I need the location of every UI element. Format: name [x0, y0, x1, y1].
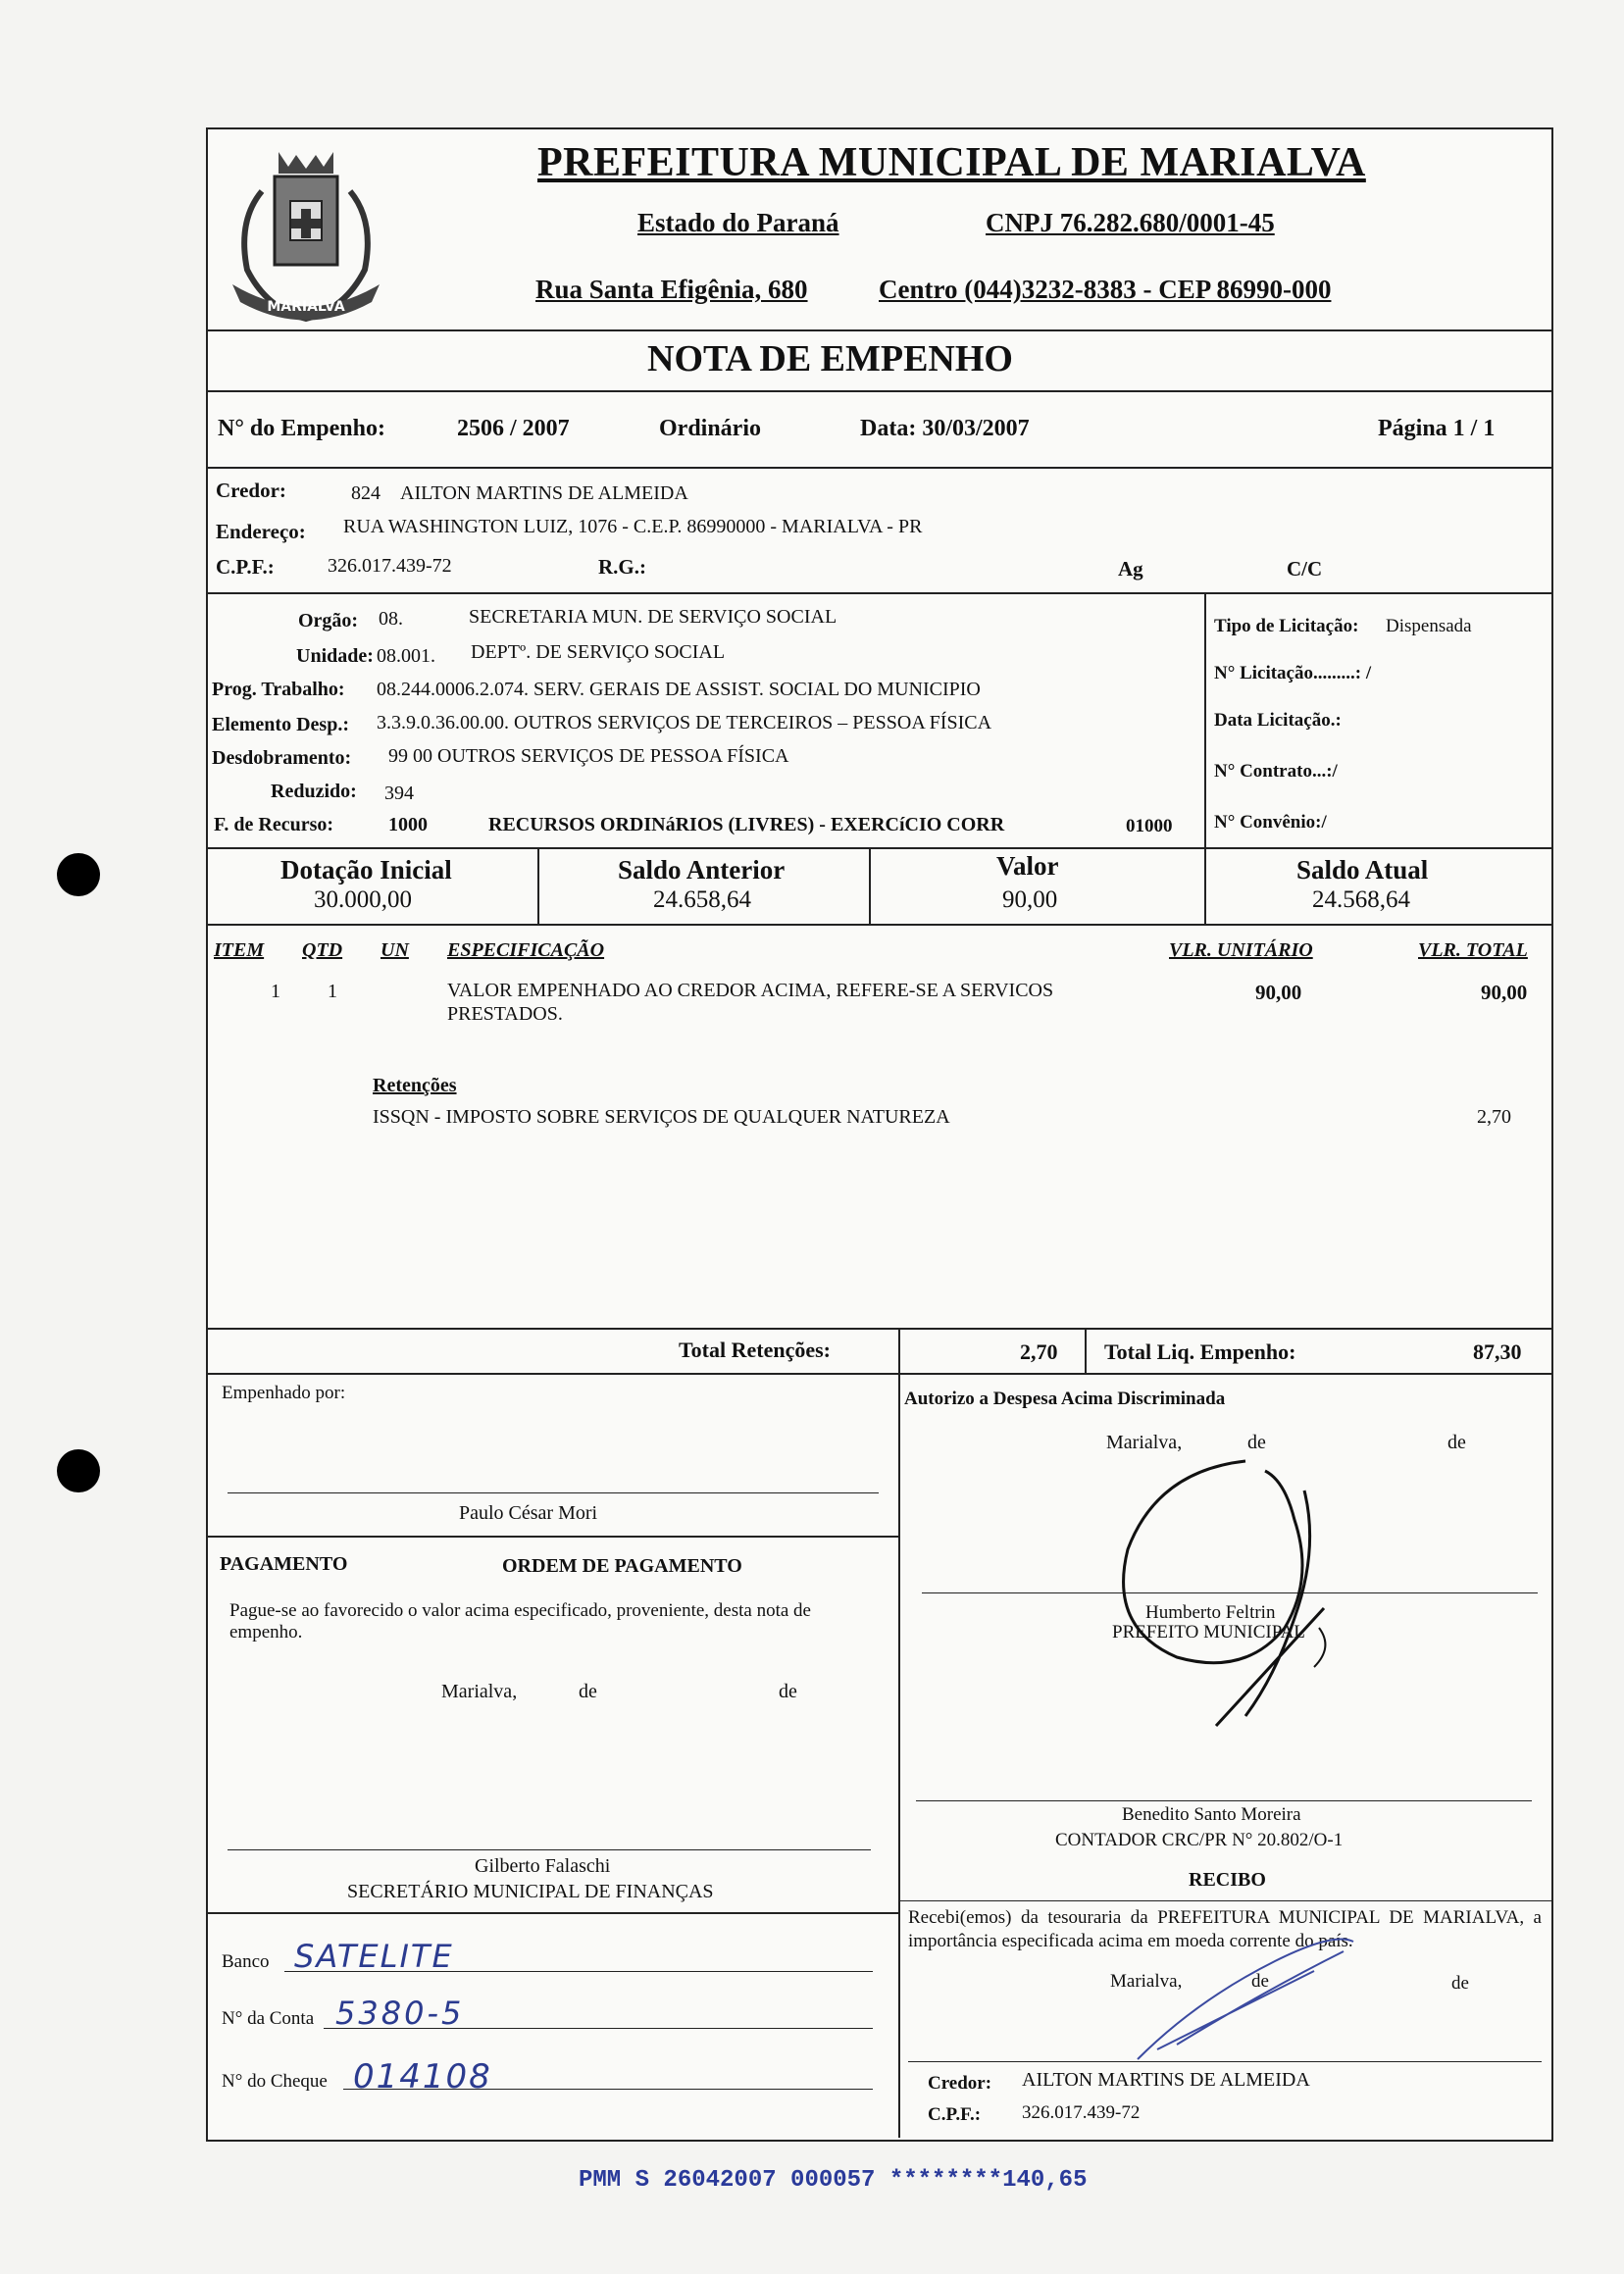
recibo-credor-label: Credor:	[928, 2073, 992, 2094]
state-name: Estado do Paraná	[637, 208, 839, 237]
conta-label: N° da Conta	[222, 2008, 315, 2029]
prog-label: Prog. Trabalho:	[212, 679, 345, 700]
recibo-credor-name: AILTON MARTINS DE ALMEIDA	[1022, 2069, 1310, 2091]
valor-label: Valor	[996, 851, 1059, 881]
credor-address: RUA WASHINGTON LUIZ, 1076 - C.E.P. 86990000 - MARIALVA - PR	[343, 516, 923, 537]
reduzido-label: Reduzido:	[271, 781, 357, 802]
address-label: Endereço:	[216, 520, 306, 543]
total-retencoes-value: 2,70	[1020, 1339, 1058, 1364]
cnpj: CNPJ 76.282.680/0001-45	[986, 208, 1275, 237]
recurso-number: 01000	[1126, 816, 1173, 836]
punch-hole	[57, 853, 100, 896]
page-number: Página 1 / 1	[1378, 416, 1496, 441]
recurso-code: 1000	[388, 814, 428, 835]
recibo-signature-icon	[1118, 1922, 1373, 2069]
col-spec: ESPECIFICAÇÃO	[447, 939, 605, 961]
empenho-type: Ordinário	[659, 416, 762, 441]
pagamento-de-1: de	[579, 1681, 597, 1702]
cheque-value: 014108	[353, 2057, 492, 2097]
total-liquido-label: Total Liq. Empenho:	[1104, 1339, 1296, 1364]
autorizo-place: Marialva,	[1106, 1432, 1183, 1453]
desdobramento-value: 99 00 OUTROS SERVIÇOS DE PESSOA FÍSICA	[388, 745, 789, 767]
unidade-name: DEPTº. DE SERVIÇO SOCIAL	[471, 641, 726, 663]
banco-value: SATELITE	[294, 1938, 454, 1975]
item-qtd: 1	[328, 981, 337, 1002]
item-unit-value: 90,00	[1255, 981, 1302, 1004]
item-total-value: 90,00	[1481, 981, 1528, 1004]
recibo-cpf-label: C.P.F.:	[928, 2104, 982, 2125]
ag-label: Ag	[1118, 557, 1143, 581]
rg-label: R.G.:	[598, 555, 646, 579]
prefeito-name: Humberto Feltrin	[1145, 1602, 1276, 1623]
crest-ribbon-text: MARIALVA	[267, 299, 345, 315]
orgao-label: Orgão:	[298, 610, 359, 632]
pagamento-de-2: de	[779, 1681, 797, 1702]
item-spec: VALOR EMPENHADO AO CREDOR ACIMA, REFERE-SE A SERVICOS PRESTADOS.	[447, 980, 1054, 1025]
empenho-number: 2506 / 2007	[457, 416, 570, 441]
document-title: NOTA DE EMPENHO	[647, 338, 1013, 379]
pagamento-place: Marialva,	[441, 1681, 518, 1702]
desdobramento-label: Desdobramento:	[212, 747, 352, 769]
col-total-value: VLR. TOTAL	[1418, 939, 1528, 961]
elemento-label: Elemento Desp.:	[212, 714, 349, 735]
cheque-label: N° do Cheque	[222, 2071, 328, 2092]
retencoes-desc: ISSQN - IMPOSTO SOBRE SERVIÇOS DE QUALQUER NATUREZA	[373, 1106, 950, 1128]
orgao-name: SECRETARIA MUN. DE SERVIÇO SOCIAL	[469, 606, 837, 628]
dotacao-value: 30.000,00	[314, 886, 412, 913]
pagamento-label: PAGAMENTO	[220, 1553, 348, 1575]
numero-contrato: N° Contrato...:/	[1214, 761, 1338, 782]
prog-value: 08.244.0006.2.074. SERV. GERAIS DE ASSIST. SOCIAL DO MUNICIPIO	[377, 679, 981, 700]
contador-title: CONTADOR CRC/PR N° 20.802/O-1	[1055, 1830, 1344, 1850]
col-qtd: QTD	[302, 939, 343, 961]
data-licitacao: Data Licitação.:	[1214, 710, 1342, 731]
tipo-licitacao-value: Dispensada	[1386, 616, 1472, 636]
saldo-atual-value: 24.568,64	[1312, 886, 1410, 913]
banco-label: Banco	[222, 1951, 270, 1972]
empenho-number-label: N° do Empenho:	[218, 416, 385, 441]
recibo-title: RECIBO	[1189, 1869, 1266, 1891]
numero-licitacao: N° Licitação.........: /	[1214, 663, 1372, 683]
pagamento-text: Pague-se ao favorecido o valor acima especificado, proveniente, desta nota de empenho.	[229, 1600, 811, 1642]
recibo-cpf-value: 326.017.439-72	[1022, 2102, 1141, 2123]
empenhado-name: Paulo César Mori	[459, 1502, 598, 1524]
address: Rua Santa Efigênia, 680	[535, 275, 808, 304]
reduzido-value: 394	[384, 783, 414, 804]
valor-value: 90,00	[1002, 886, 1058, 913]
autorizo-label: Autorizo a Despesa Acima Discriminada	[904, 1389, 1226, 1409]
orgao-code: 08.	[379, 608, 403, 630]
total-liquido-value: 87,30	[1473, 1339, 1522, 1364]
recurso-name: RECURSOS ORDINáRIOS (LIVRES) - EXERCíCIO CORR	[488, 814, 1005, 835]
punch-hole	[57, 1449, 100, 1492]
elemento-value: 3.3.9.0.36.00.00. OUTROS SERVIÇOS DE TERCEIROS – PESSOA FÍSICA	[377, 712, 992, 733]
saldo-anterior-label: Saldo Anterior	[618, 855, 786, 884]
recibo-de-1: de	[1251, 1971, 1269, 1992]
footer-stamp: PMM S 26042007 000057 ********140,65	[579, 2167, 1088, 2194]
autorizo-de-1: de	[1247, 1432, 1266, 1453]
prefeito-title: PREFEITO MUNICIPAL	[1112, 1622, 1305, 1642]
recibo-place: Marialva,	[1110, 1971, 1183, 1992]
dotacao-label: Dotação Inicial	[280, 855, 452, 884]
recurso-label: F. de Recurso:	[214, 814, 334, 835]
col-item: ITEM	[214, 939, 265, 961]
recibo-text: Recebi(emos) da tesouraria da PREFEITURA MUNICIPAL DE MARIALVA, a importância especificada acima em moeda corrente do país.	[908, 1907, 1542, 1951]
secretario-title: SECRETÁRIO MUNICIPAL DE FINANÇAS	[347, 1881, 714, 1902]
saldo-atual-label: Saldo Atual	[1296, 855, 1429, 884]
coat-of-arms-icon	[208, 132, 404, 328]
cc-label: C/C	[1287, 557, 1323, 581]
credor-label: Credor:	[216, 479, 286, 502]
contador-name: Benedito Santo Moreira	[1122, 1804, 1301, 1825]
numero-convenio: N° Convênio:/	[1214, 812, 1327, 833]
col-unit-value: VLR. UNITÁRIO	[1169, 939, 1313, 961]
cpf-value: 326.017.439-72	[328, 555, 452, 577]
secretario-name: Gilberto Falaschi	[475, 1855, 611, 1877]
item-number: 1	[271, 981, 280, 1002]
contact-info: Centro (044)3232-8383 - CEP 86990-000	[879, 275, 1332, 304]
empenhado-label: Empenhado por:	[222, 1383, 346, 1403]
unidade-label: Unidade:	[296, 645, 374, 667]
cpf-label: C.P.F.:	[216, 555, 275, 579]
ordem-pagamento-label: ORDEM DE PAGAMENTO	[502, 1555, 742, 1577]
col-un: UN	[381, 939, 409, 961]
total-retencoes-label: Total Retenções:	[679, 1338, 831, 1362]
credor-code: 824	[351, 482, 381, 504]
page-title: PREFEITURA MUNICIPAL DE MARIALVA	[537, 140, 1366, 185]
prefeito-signature-icon	[1098, 1432, 1373, 1755]
empenho-date: Data: 30/03/2007	[860, 416, 1030, 441]
unidade-code: 08.001.	[377, 645, 435, 667]
retencoes-value: 2,70	[1477, 1106, 1511, 1128]
autorizo-de-2: de	[1447, 1432, 1466, 1453]
credor-name: AILTON MARTINS DE ALMEIDA	[400, 482, 688, 504]
conta-value: 5380-5	[335, 1995, 465, 2032]
recibo-de-2: de	[1451, 1973, 1469, 1994]
saldo-anterior-value: 24.658,64	[653, 886, 751, 913]
tipo-licitacao-label: Tipo de Licitação:	[1214, 616, 1359, 636]
retencoes-label: Retenções	[373, 1075, 457, 1096]
